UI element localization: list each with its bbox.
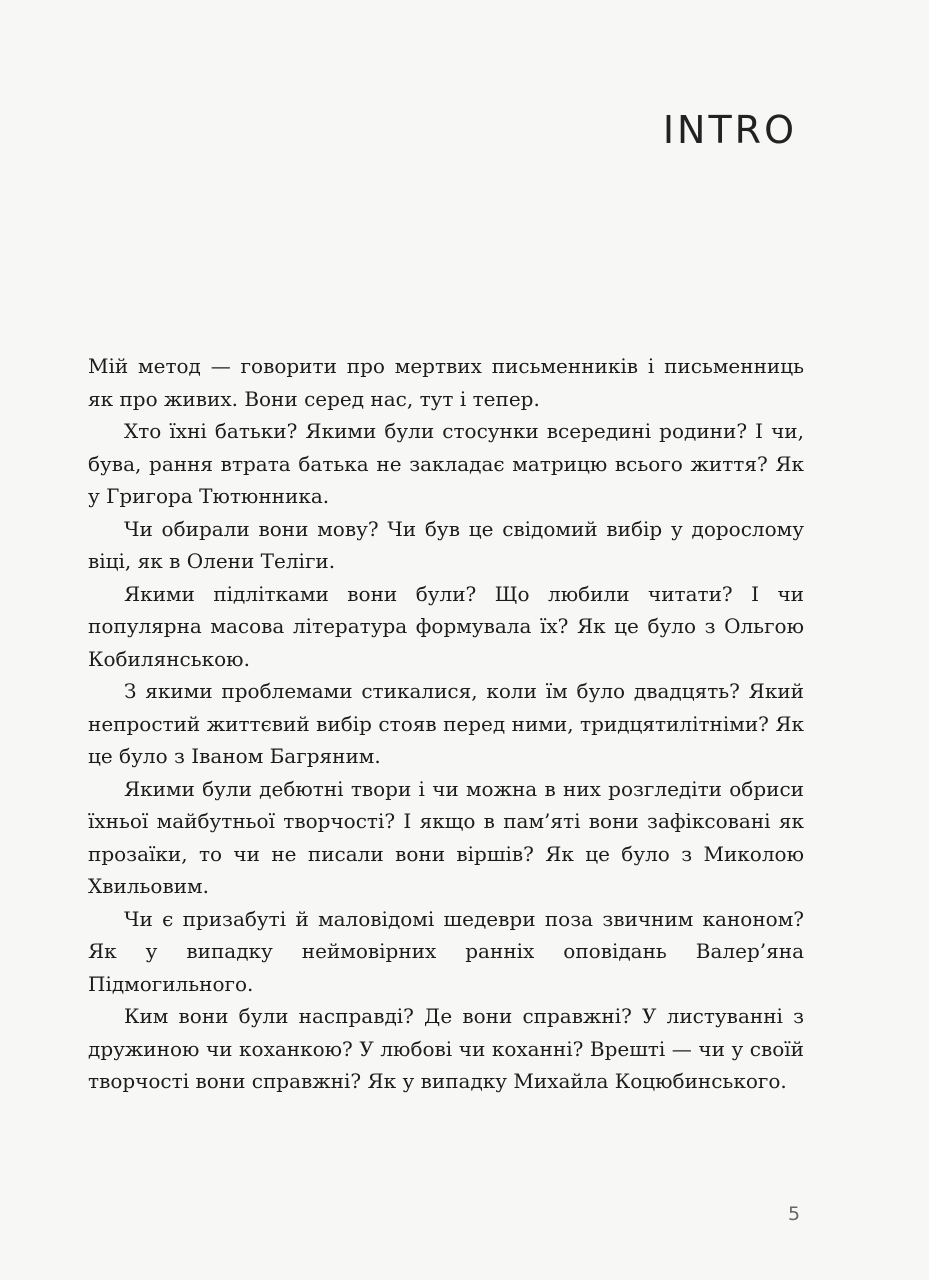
paragraph: Ким вони були насправді? Де вони справжні? У листуванні з дружиною чи коханкою? У любові чи коханні? Врешті — чи у своїй творчості вони справжні? Як у випадку Михайла Коцюбинського.	[88, 1004, 804, 1093]
paragraph: З якими проблемами стикалися, коли їм було двадцять? Який непростий життєвий вибір стояв перед ними, тридцятилітніми? Як це було з Іваном Багряним.	[88, 679, 804, 768]
paragraph: Якими підлітками вони були? Що любили читати? І чи популярна масова література формувала їх? Як це було з Ольгою Кобилянською.	[88, 581, 804, 671]
page-number: 5	[788, 1203, 801, 1225]
paragraph: Чи є призабуті й маловідомі шедеври поза звичним каноном? Як у випадку неймовірних ранніх оповідань Валер’яна Підмогильного.	[88, 906, 804, 996]
paragraph: Хто їхні батьки? Якими були стосунки всередині родини? І чи, бува, рання втрата батька не закладає матрицю всього життя? Як у Григора Тютюнника.	[88, 419, 804, 508]
body-text	[88, 350, 804, 1098]
chapter-title: INTRO	[662, 108, 797, 152]
paragraph: Мій метод — говорити про мертвих письменників і письменниць як про живих. Вони серед нас, тут і тепер.	[88, 354, 804, 411]
paragraph: Якими були дебютні твори і чи можна в них розгледіти обриси їхньої майбутньої творчості? І якщо в пам’яті вони зафіксовані як прозаїки, то чи не писали вони віршів? Як це було з Миколою Хвильовим.	[88, 776, 804, 898]
paragraph: Чи обирали вони мову? Чи був це свідомий вибір у дорослому віці, як в Олени Теліги.	[88, 516, 804, 573]
